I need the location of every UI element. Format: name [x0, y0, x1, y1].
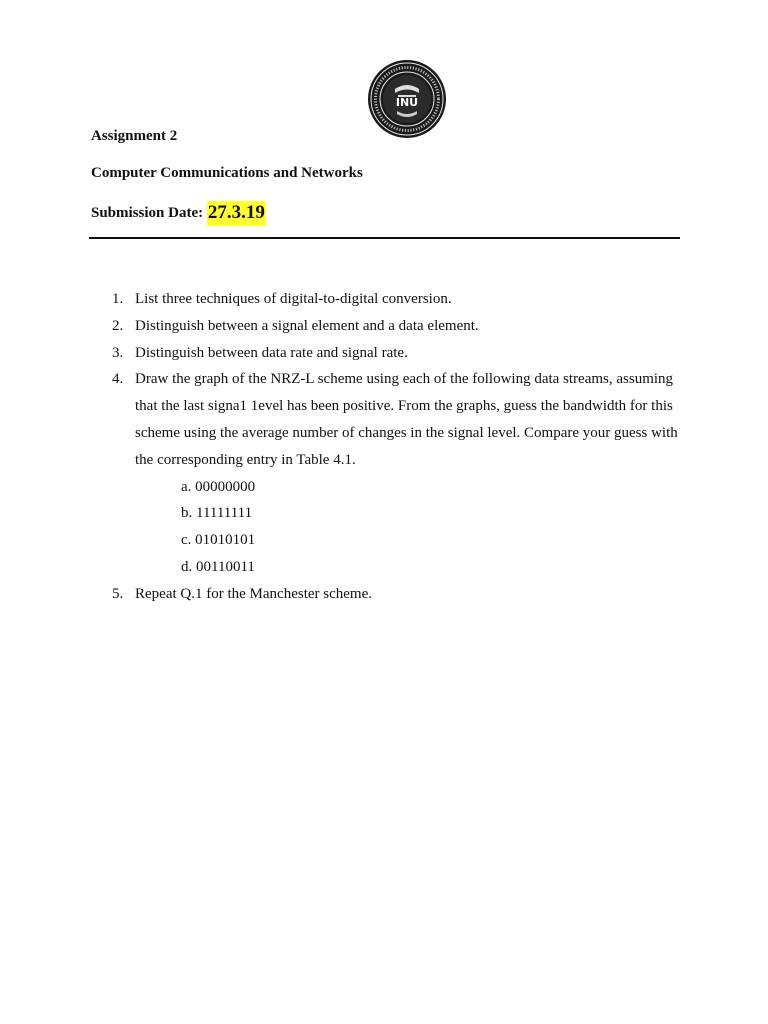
university-logo	[367, 59, 447, 139]
course-title: Computer Communications and Networks	[91, 165, 363, 181]
submission-line	[91, 201, 266, 226]
submission-date: 27.3.19	[207, 201, 266, 226]
data-stream-item: a. 00000000	[181, 478, 256, 495]
question-item	[0, 286, 683, 313]
question-number: 5.	[112, 585, 124, 602]
question-number: 1.	[112, 291, 124, 307]
question-list	[0, 286, 768, 608]
submission-label: Submission Date:	[91, 205, 204, 221]
question-text: Distinguish between data rate and signal rate.	[135, 344, 408, 361]
question-item	[0, 313, 683, 340]
question-number: 4.	[112, 371, 124, 388]
question-item	[0, 366, 683, 473]
data-stream-item: c. 01010101	[181, 532, 256, 549]
question-text: Distinguish between a signal element and a data element.	[135, 317, 479, 334]
assignment-title: Assignment 2	[91, 128, 178, 144]
question-number: 3.	[112, 344, 124, 361]
header-divider	[89, 237, 680, 239]
question-item	[0, 340, 683, 367]
question-text: Repeat Q.1 for the Manchester scheme.	[135, 585, 372, 602]
data-stream-item: b. 11111111	[181, 505, 253, 522]
question-item	[0, 581, 683, 608]
logo-lettering: INU	[395, 96, 419, 109]
question-text: Draw the graph of the NRZ-L scheme using each of the following data streams, assuming that the last signa1 1evel has been positive. From the graphs, guess the bandwidth for this scheme using the average number of changes in the signal level. Compare your guess with the corresponding entry in Table 4.1.	[135, 371, 678, 468]
data-stream-item: d. 00110011	[181, 558, 255, 575]
question-text: List three techniques of digital-to-digital conversion.	[135, 291, 452, 307]
question-number: 2.	[112, 317, 124, 334]
